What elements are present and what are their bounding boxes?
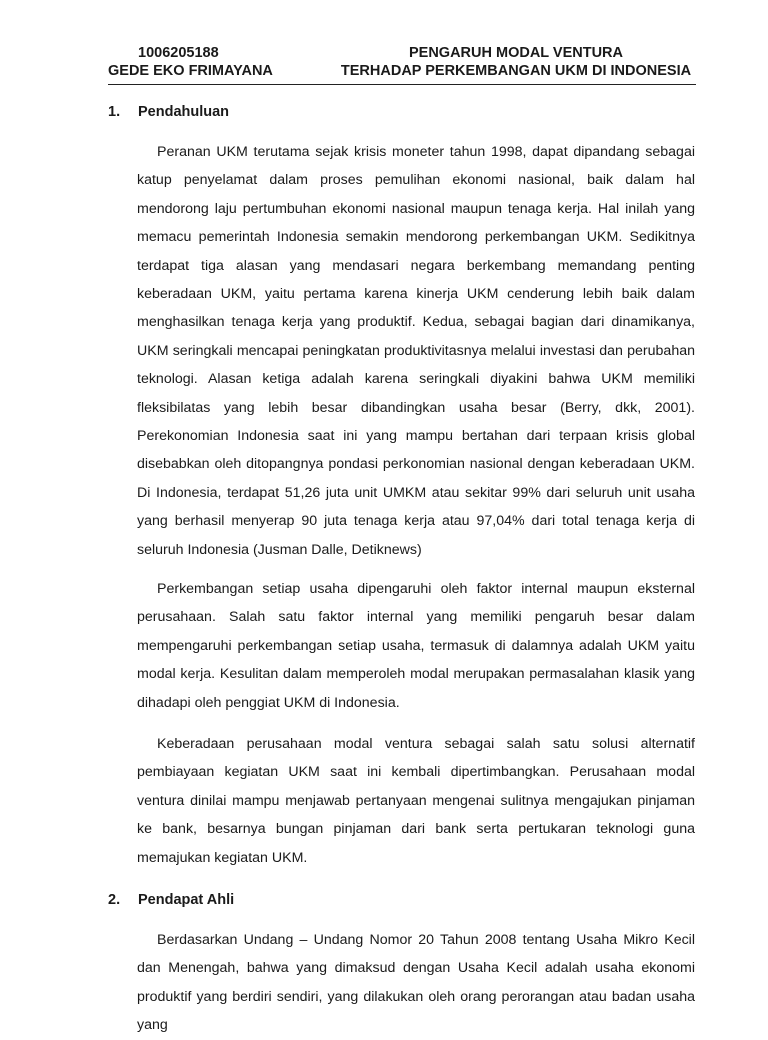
header-author-block bbox=[108, 44, 273, 80]
section-title: Pendapat Ahli bbox=[138, 892, 235, 908]
section-number: 1. bbox=[108, 104, 121, 120]
document-title-line-1: PENGARUH MODAL VENTURA bbox=[408, 45, 624, 61]
paragraph: Berdasarkan Undang – Undang Nomor 20 Tahun 2008 tentang Usaha Mikro Kecil dan Menengah, bahwa yang dimaksud dengan Usaha Kecil adalah usaha ekonomi produktif yang berdiri sendiri, yang dilakukan oleh orang perorangan atau badan usaha yang bbox=[137, 932, 695, 1034]
header-title-block bbox=[336, 44, 696, 80]
page-header bbox=[108, 44, 696, 85]
section-heading-pendahuluan bbox=[108, 103, 229, 121]
section-title: Pendahuluan bbox=[138, 104, 230, 120]
section-number: 2. bbox=[108, 892, 121, 908]
paragraph: Keberadaan perusahaan modal ventura sebagai salah satu solusi alternatif pembiayaan kegiatan UKM saat ini kembali dipertimbangkan. Perusahaan modal ventura dinilai mampu menjawab pertanyaan mengenai sulitnya mengajukan pinjaman ke bank, besarnya bungan pinjaman dari bank serta pertukaran teknologi guna memajukan kegiatan UKM. bbox=[137, 736, 695, 866]
paragraph: Peranan UKM terutama sejak krisis moneter tahun 1998, dapat dipandang sebagai katup penyelamat dalam proses pemulihan ekonomi nasional, baik dalam hal mendorong laju pertumbuhan ekonomi nasional maupun tenaga kerja. Hal inilah yang memacu pemerintah Indonesia semakin mendorong perkembangan UKM. Sedikitnya terdapat tiga alasan yang mendasari negara berkembang memandang penting keberadaan UKM, yaitu pertama karena kinerja UKM cenderung lebih baik dalam menghasilkan tenaga kerja yang produktif. Kedua, sebagai bagian dari dinamikanya, UKM seringkali mencapai peningkatan produktivitasnya melalui investasi dan perubahan teknologi. Alasan ketiga adalah karena seringkali diyakini bahwa UKM memiliki fleksibilatas yang lebih besar dibandingkan usaha besar (Berry, dkk, 2001). Perekonomian Indonesia saat ini yang mampu bertahan dari terpaan krisis global disebabkan oleh ditopangnya pondasi perkonomian nasional dengan keberadaan UKM. Di Indonesia, terdapat 51,26 juta unit UMKM atau sekitar 99% dari seluruh unit usaha yang berhasil menyerap 90 juta tenaga kerja atau 97,04% dari total tenaga kerja di seluruh Indonesia (Jusman Dalle, Detiknews) bbox=[137, 144, 695, 558]
paragraph: Perkembangan setiap usaha dipengaruhi oleh faktor internal maupun eksternal perusahaan. Salah satu faktor internal yang memiliki pengaruh besar dalam mempengaruhi perkembangan setiap usaha, termasuk di dalamnya adalah UKM yaitu modal kerja. Kesulitan dalam memperoleh modal merupakan permasalahan klasik yang dihadapi oleh penggiat UKM di Indonesia. bbox=[137, 581, 695, 711]
student-id: 1006205188 bbox=[138, 45, 219, 61]
document-title-line-2: TERHADAP PERKEMBANGAN UKM DI INDONESIA bbox=[340, 63, 692, 79]
author-name: GEDE EKO FRIMAYANA bbox=[108, 63, 273, 79]
section-heading-pendapat-ahli bbox=[108, 891, 234, 909]
